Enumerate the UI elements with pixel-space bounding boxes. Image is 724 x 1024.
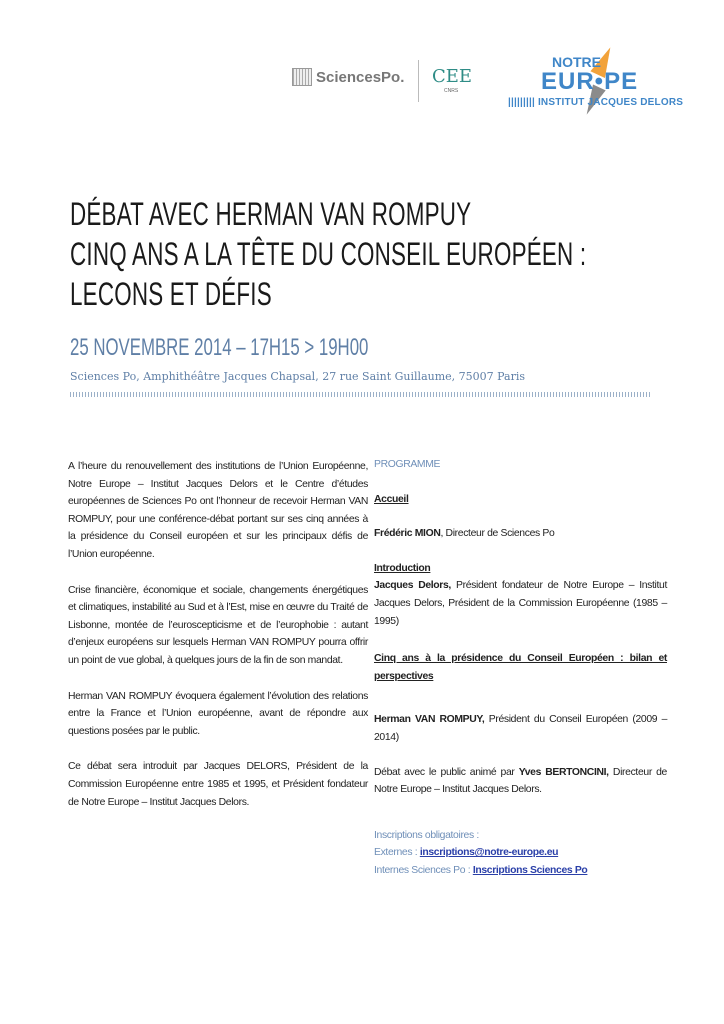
paragraph: Ce débat sera introduit par Jacques DELORS, Président de la Commission Européenne entre 1985 et 1995, et Président fondateur de Notre Europe – Institut Jacques Delors. bbox=[68, 761, 368, 808]
sciences-po-emblem-icon bbox=[292, 68, 312, 86]
dotted-divider bbox=[70, 392, 652, 397]
notre-europe-logo-notre: NOTRE bbox=[552, 54, 601, 70]
speaker-van-rompuy: Herman VAN ROMPUY, Président du Conseil Européen (2009 – 2014) bbox=[374, 714, 668, 743]
section-accueil: Accueil bbox=[374, 493, 409, 505]
title-line-1: DÉBAT AVEC HERMAN VAN ROMPUY bbox=[70, 196, 472, 232]
section-introduction: Introduction bbox=[374, 562, 431, 574]
registration-heading: Inscriptions obligatoires : bbox=[374, 829, 479, 841]
registration-block bbox=[374, 827, 667, 880]
external-registration: Externes : inscriptions@notre-europe.eu bbox=[374, 847, 559, 859]
programme-column bbox=[374, 456, 667, 880]
paragraph: Crise financière, économique et sociale, changements énergétiques et climatiques, instabilité au Sud et à l’Est, mise en œuvre du Traité de Lisbonne, montée de l’euroscepticisme et de l’europhobie : autant d’enjeux européens sur lesquels Herman VAN ROMPUY pourra offrir un point de vue global, à quelques jours de la fin de son mandat. bbox=[68, 584, 368, 666]
speaker-delors: Jacques Delors, Président fondateur de Notre Europe – Institut Jacques Delors, Président de la Commission Européenne (1985 – 1995) bbox=[374, 580, 667, 627]
debate-moderator: Débat avec le public animé par Yves BERTONCINI, Directeur de Notre Europe – Institut Jacques Delors. bbox=[374, 766, 667, 796]
sciences-po-wordmark: SciencesPo. bbox=[316, 68, 405, 86]
title-line-2: CINQ ANS A LA TÊTE DU CONSEIL EUROPÉEN : bbox=[70, 236, 587, 272]
external-registration-email-link[interactable]: inscriptions@notre-europe.eu bbox=[419, 847, 559, 859]
cnrs-label: CNRS bbox=[444, 88, 459, 94]
internal-registration-link[interactable]: Inscriptions Sciences Po bbox=[472, 864, 588, 876]
logo-divider bbox=[418, 60, 419, 102]
event-date: 25 NOVEMBRE 2014 – 17H15 > 19H00 bbox=[70, 334, 369, 361]
programme-heading: PROGRAMME bbox=[374, 459, 441, 470]
notre-europe-logo-europe: EUR•PE bbox=[541, 68, 639, 95]
sciences-po-logo bbox=[292, 68, 404, 86]
speaker-mion: Frédéric MION, Directeur de Sciences Po bbox=[374, 528, 555, 540]
paragraph: Herman VAN ROMPUY évoquera également l’évolution des relations entre la France et l’Union européenne, avant de répondre aux questions posées par le public. bbox=[68, 690, 368, 737]
section-session: Cinq ans à la présidence du Conseil Européen : bilan et perspectives bbox=[374, 653, 667, 682]
notre-europe-logo-institut: ||||||||| INSTITUT JACQUES DELORS bbox=[508, 97, 684, 108]
paragraph: A l’heure du renouvellement des institutions de l’Union Européenne, Notre Europe – Institut Jacques Delors et le Centre d’études européennes de Sciences Po ont l’honneur de recevoir Herman VAN ROMPUY, pour une conférence-débat portant sur ses cinq années à la présidence du Conseil européen et sur les principaux défis de l’Union européenne. bbox=[68, 461, 368, 560]
title-line-3: LECONS ET DÉFIS bbox=[70, 276, 272, 312]
internal-registration: Internes Sciences Po : Inscriptions Sciences Po bbox=[374, 864, 588, 876]
cee-logo: CEE bbox=[432, 66, 473, 87]
event-address: Sciences Po, Amphithéâtre Jacques Chapsal, 27 rue Saint Guillaume, 75007 Paris bbox=[70, 370, 526, 383]
description-column bbox=[68, 458, 368, 811]
